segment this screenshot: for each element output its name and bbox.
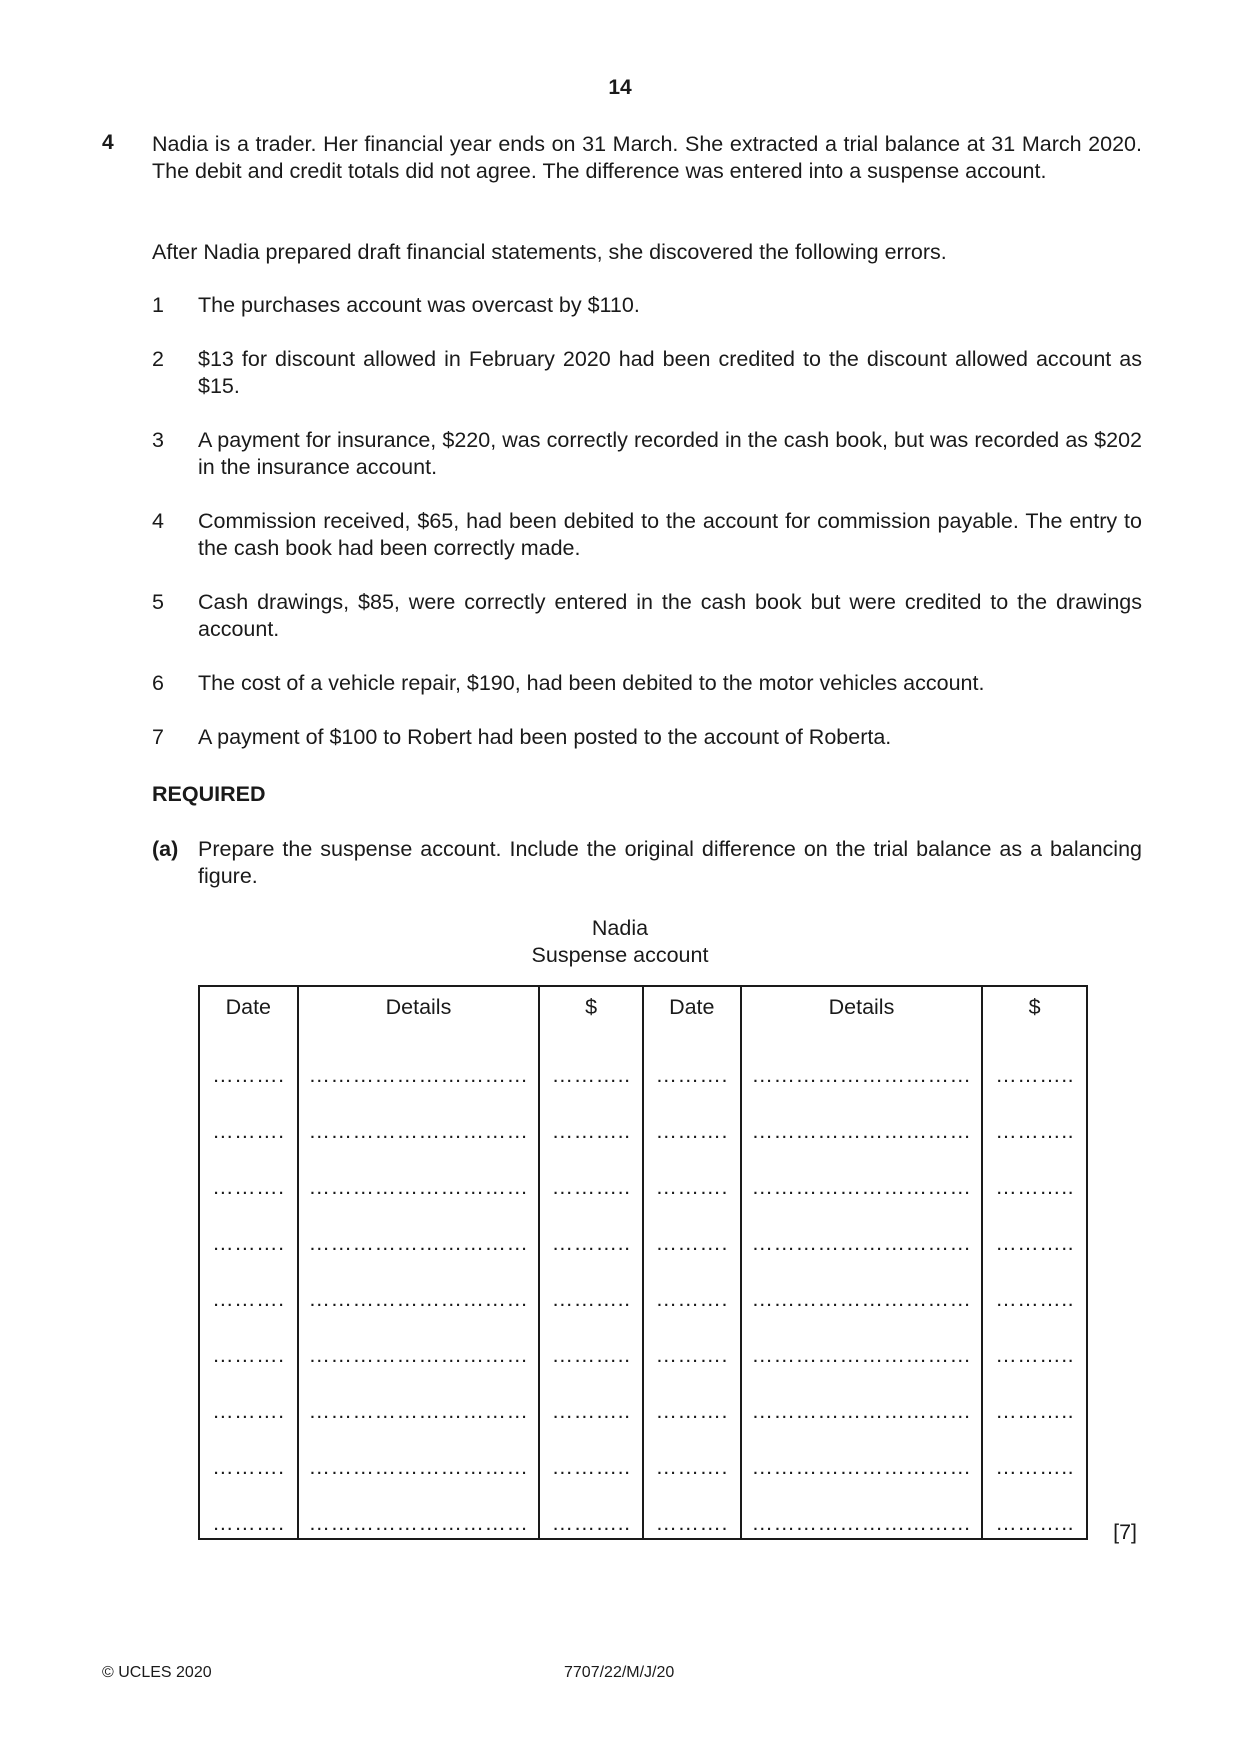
table-header-row — [199, 986, 1087, 1034]
details-answer-line[interactable]: ………………………… — [298, 1202, 540, 1258]
amount-answer-line[interactable]: ……….. — [982, 1314, 1087, 1370]
details-answer-line[interactable]: ………………………… — [298, 1370, 540, 1426]
col-header-date-credit: Date — [643, 986, 741, 1034]
details-answer-line[interactable]: ………………………… — [298, 1314, 540, 1370]
amount-answer-line[interactable]: ……….. — [539, 1370, 643, 1426]
date-answer-line[interactable]: ………. — [199, 1034, 298, 1090]
marks-allocation: [7] — [1113, 1520, 1137, 1544]
part-a-label: (a) — [152, 837, 179, 861]
table-row — [199, 1370, 1087, 1426]
details-answer-line[interactable]: ………………………… — [298, 1482, 540, 1539]
amount-answer-line[interactable]: ……….. — [539, 1034, 643, 1090]
account-owner: Nadia — [591, 916, 649, 940]
error-item — [152, 670, 1142, 697]
amount-answer-line[interactable]: ……….. — [539, 1426, 643, 1482]
error-text: A payment of $100 to Robert had been posted to the account of Roberta. — [198, 725, 892, 749]
table-row — [199, 1090, 1087, 1146]
question-number: 4 — [102, 131, 114, 154]
details-answer-line[interactable]: ………………………… — [741, 1370, 983, 1426]
details-answer-line[interactable]: ………………………… — [741, 1314, 983, 1370]
error-text: $13 for discount allowed in February 2020 had been credited to the discount allowed account as $15. — [198, 347, 1142, 398]
date-answer-line[interactable]: ………. — [643, 1482, 741, 1539]
suspense-account-table — [198, 985, 1088, 1540]
date-answer-line[interactable]: ………. — [199, 1314, 298, 1370]
error-number: 7 — [152, 725, 164, 749]
col-header-amount-debit: $ — [539, 986, 643, 1034]
date-answer-line[interactable]: ………. — [199, 1370, 298, 1426]
details-answer-line[interactable]: ………………………… — [298, 1090, 540, 1146]
details-answer-line[interactable]: ………………………… — [741, 1146, 983, 1202]
col-header-date-debit: Date — [199, 986, 298, 1034]
footer-copyright: © UCLES 2020 — [102, 1664, 212, 1681]
col-header-details-debit: Details — [298, 986, 540, 1034]
table-row — [199, 1146, 1087, 1202]
error-item — [152, 508, 1142, 562]
table-row — [199, 1034, 1087, 1090]
amount-answer-line[interactable]: ……….. — [539, 1258, 643, 1314]
error-number: 6 — [152, 671, 164, 695]
date-answer-line[interactable]: ………. — [199, 1258, 298, 1314]
table-row — [199, 1314, 1087, 1370]
part-a-text: Prepare the suspense account. Include the original difference on the trial balance as a balancing figure. — [198, 837, 1142, 888]
col-header-amount-credit: $ — [982, 986, 1087, 1034]
amount-answer-line[interactable]: ……….. — [539, 1202, 643, 1258]
amount-answer-line[interactable]: ……….. — [982, 1426, 1087, 1482]
required-heading: REQUIRED — [152, 782, 266, 806]
error-text: A payment for insurance, $220, was correctly recorded in the cash book, but was recorded as $202 in the insurance account. — [198, 428, 1142, 479]
amount-answer-line[interactable]: ……….. — [982, 1482, 1087, 1539]
details-answer-line[interactable]: ………………………… — [298, 1258, 540, 1314]
error-number: 2 — [152, 347, 164, 371]
date-answer-line[interactable]: ………. — [199, 1146, 298, 1202]
details-answer-line[interactable]: ………………………… — [741, 1090, 983, 1146]
amount-answer-line[interactable]: ……….. — [539, 1314, 643, 1370]
error-text: Cash drawings, $85, were correctly entered in the cash book but were credited to the drawings account. — [198, 590, 1142, 641]
error-number: 5 — [152, 590, 164, 614]
details-answer-line[interactable]: ………………………… — [741, 1034, 983, 1090]
amount-answer-line[interactable]: ……….. — [982, 1370, 1087, 1426]
error-text: The purchases account was overcast by $110. — [198, 293, 640, 317]
error-item — [152, 427, 1142, 481]
amount-answer-line[interactable]: ……….. — [539, 1146, 643, 1202]
amount-answer-line[interactable]: ……….. — [982, 1202, 1087, 1258]
table-row — [199, 1258, 1087, 1314]
errors-intro: After Nadia prepared draft financial statements, she discovered the following errors. — [152, 240, 947, 264]
details-answer-line[interactable]: ………………………… — [298, 1146, 540, 1202]
account-title: Suspense account — [531, 943, 709, 967]
amount-answer-line[interactable]: ……….. — [982, 1258, 1087, 1314]
details-answer-line[interactable]: ………………………… — [741, 1258, 983, 1314]
table-row — [199, 1202, 1087, 1258]
details-answer-line[interactable]: ………………………… — [741, 1202, 983, 1258]
amount-answer-line[interactable]: ……….. — [982, 1034, 1087, 1090]
date-answer-line[interactable]: ………. — [643, 1370, 741, 1426]
date-answer-line[interactable]: ………. — [643, 1314, 741, 1370]
date-answer-line[interactable]: ………. — [643, 1034, 741, 1090]
amount-answer-line[interactable]: ……….. — [982, 1146, 1087, 1202]
error-item — [152, 346, 1142, 400]
details-answer-line[interactable]: ………………………… — [298, 1426, 540, 1482]
details-answer-line[interactable]: ………………………… — [298, 1034, 540, 1090]
date-answer-line[interactable]: ………. — [643, 1426, 741, 1482]
amount-answer-line[interactable]: ……….. — [982, 1090, 1087, 1146]
date-answer-line[interactable]: ………. — [643, 1258, 741, 1314]
details-answer-line[interactable]: ………………………… — [741, 1426, 983, 1482]
error-number: 4 — [152, 509, 164, 533]
date-answer-line[interactable]: ………. — [199, 1482, 298, 1539]
error-item — [152, 724, 1142, 751]
question-intro: Nadia is a trader. Her financial year ends on 31 March. She extracted a trial balance at 31 March 2020. The debit and credit totals did not agree. The difference was entered into a suspense account. — [152, 132, 1142, 183]
amount-answer-line[interactable]: ……….. — [539, 1482, 643, 1539]
error-number: 1 — [152, 293, 164, 317]
account-entry-rows — [199, 1034, 1087, 1539]
col-header-details-credit: Details — [741, 986, 983, 1034]
error-text: The cost of a vehicle repair, $190, had been debited to the motor vehicles account. — [198, 671, 985, 695]
date-answer-line[interactable]: ………. — [643, 1146, 741, 1202]
amount-answer-line[interactable]: ……….. — [539, 1090, 643, 1146]
error-item — [152, 292, 1142, 319]
date-answer-line[interactable]: ………. — [643, 1090, 741, 1146]
table-row — [199, 1426, 1087, 1482]
error-item — [152, 589, 1142, 643]
details-answer-line[interactable]: ………………………… — [741, 1482, 983, 1539]
error-text: Commission received, $65, had been debited to the account for commission payable. The entry to the cash book had been correctly made. — [198, 509, 1142, 560]
error-number: 3 — [152, 428, 164, 452]
date-answer-line[interactable]: ………. — [199, 1090, 298, 1146]
date-answer-line[interactable]: ………. — [199, 1202, 298, 1258]
table-row — [199, 1482, 1087, 1539]
date-answer-line[interactable]: ………. — [643, 1202, 741, 1258]
part-a — [152, 836, 1142, 890]
footer-paper-code: 7707/22/M/J/20 — [564, 1664, 675, 1681]
date-answer-line[interactable]: ………. — [199, 1426, 298, 1482]
page-number: 14 — [608, 76, 632, 99]
